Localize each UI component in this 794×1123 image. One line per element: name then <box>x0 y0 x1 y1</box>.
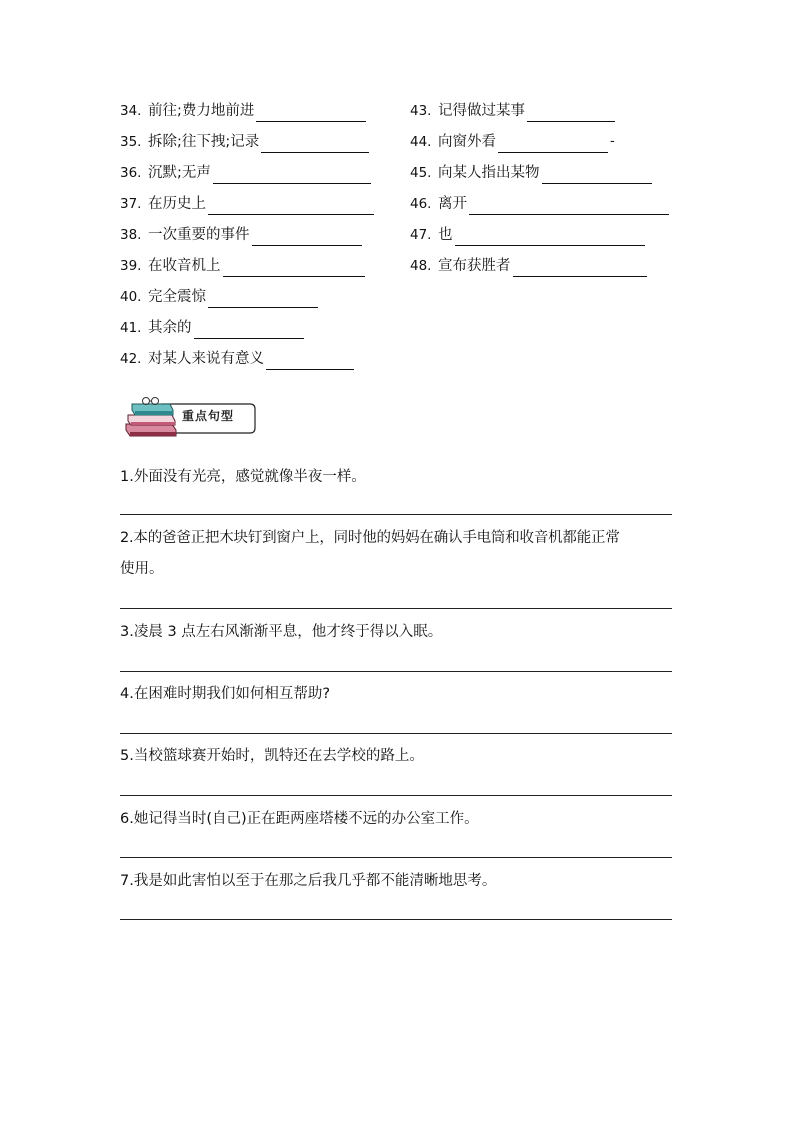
item-number: 43. <box>410 103 432 119</box>
answer-line-2[interactable] <box>120 608 672 609</box>
section-header <box>122 394 258 442</box>
vocab-item-34 <box>120 100 366 122</box>
sentence-text: 6.她记得当时(自己)正在距两座塔楼不远的办公室工作。 <box>120 811 479 827</box>
answer-blank[interactable] <box>208 291 318 308</box>
sentence-text: 3.凌晨 3 点左右风渐渐平息，他才终于得以入眠。 <box>120 624 443 640</box>
sentence-text: 4.在困难时期我们如何相互帮助? <box>120 686 331 702</box>
sentence-prompt-5 <box>120 741 672 772</box>
answer-blank[interactable] <box>261 136 369 153</box>
vocab-item-48 <box>410 255 647 277</box>
answer-blank[interactable] <box>194 322 304 339</box>
vocab-item-39 <box>120 255 365 277</box>
vocab-item-37 <box>120 193 374 215</box>
answer-blank[interactable] <box>498 136 608 153</box>
item-text: 向某人指出某物 <box>438 165 540 181</box>
item-text: 在历史上 <box>148 196 206 212</box>
answer-blank[interactable] <box>223 260 365 277</box>
item-number: 41. <box>120 320 142 336</box>
answer-blank[interactable] <box>256 105 366 122</box>
answer-line-4[interactable] <box>120 733 672 734</box>
vocab-item-36 <box>120 162 371 184</box>
answer-blank[interactable] <box>252 229 362 246</box>
vocab-item-44 <box>410 131 615 153</box>
sentence-text: 2.本的爸爸正把木块钉到窗户上，同时他的妈妈在确认手电筒和收音机都能正常 <box>120 530 620 546</box>
answer-line-3[interactable] <box>120 671 672 672</box>
item-text: 在收音机上 <box>148 258 221 274</box>
sentence-prompt-3 <box>120 617 672 648</box>
item-number: 42. <box>120 351 142 367</box>
answer-blank[interactable] <box>469 198 669 215</box>
vocab-item-35 <box>120 131 369 153</box>
answer-blank[interactable] <box>213 167 371 184</box>
sentence-text: 5.当校篮球赛开始时，凯特还在去学校的路上。 <box>120 748 424 764</box>
item-text: 向窗外看 <box>438 134 496 150</box>
sentence-text: 7.我是如此害怕以至于在那之后我几乎都不能清晰地思考。 <box>120 873 497 889</box>
item-text: 对某人来说有意义 <box>148 351 264 367</box>
item-text: 前往;费力地前进 <box>148 103 255 119</box>
sentence-prompt-2 <box>120 523 672 585</box>
answer-line-1[interactable] <box>120 514 672 515</box>
item-text: 一次重要的事件 <box>148 227 250 243</box>
item-number: 44. <box>410 134 432 150</box>
vocab-item-43 <box>410 100 615 122</box>
item-tail-mark: - <box>610 134 615 149</box>
sentence-prompt-4 <box>120 679 672 710</box>
section-title: 重点句型 <box>182 409 235 423</box>
item-number: 34. <box>120 103 142 119</box>
answer-blank[interactable] <box>527 105 615 122</box>
item-text: 也 <box>438 227 453 243</box>
answer-blank[interactable] <box>513 260 647 277</box>
item-text: 记得做过某事 <box>438 103 525 119</box>
item-number: 47. <box>410 227 432 243</box>
item-number: 46. <box>410 196 432 212</box>
item-text: 拆除;往下拽;记录 <box>148 134 260 150</box>
item-number: 48. <box>410 258 432 274</box>
item-number: 38. <box>120 227 142 243</box>
answer-blank[interactable] <box>455 229 645 246</box>
vocab-item-42 <box>120 348 354 370</box>
item-text: 完全震惊 <box>148 289 206 305</box>
item-number: 45. <box>410 165 432 181</box>
item-number: 35. <box>120 134 142 150</box>
vocab-item-46 <box>410 193 669 215</box>
item-text: 宣布获胜者 <box>438 258 511 274</box>
item-text: 离开 <box>438 196 467 212</box>
sentence-prompt-7 <box>120 866 672 897</box>
sentence-prompt-1 <box>120 462 672 493</box>
vocab-item-41 <box>120 317 304 339</box>
item-number: 40. <box>120 289 142 305</box>
sentence-text-continued: 使用。 <box>120 561 164 577</box>
answer-line-7[interactable] <box>120 919 672 920</box>
answer-line-6[interactable] <box>120 857 672 858</box>
answer-line-5[interactable] <box>120 795 672 796</box>
item-text: 其余的 <box>148 320 192 336</box>
vocab-item-40 <box>120 286 318 308</box>
item-number: 39. <box>120 258 142 274</box>
answer-blank[interactable] <box>266 353 354 370</box>
item-text: 沉默;无声 <box>148 165 211 181</box>
sentence-text: 1.外面没有光亮，感觉就像半夜一样。 <box>120 469 366 485</box>
vocab-item-45 <box>410 162 652 184</box>
answer-blank[interactable] <box>208 198 374 215</box>
vocab-item-38 <box>120 224 362 246</box>
item-number: 36. <box>120 165 142 181</box>
vocab-item-47 <box>410 224 645 246</box>
item-number: 37. <box>120 196 142 212</box>
sentence-prompt-6 <box>120 804 672 835</box>
answer-blank[interactable] <box>542 167 652 184</box>
